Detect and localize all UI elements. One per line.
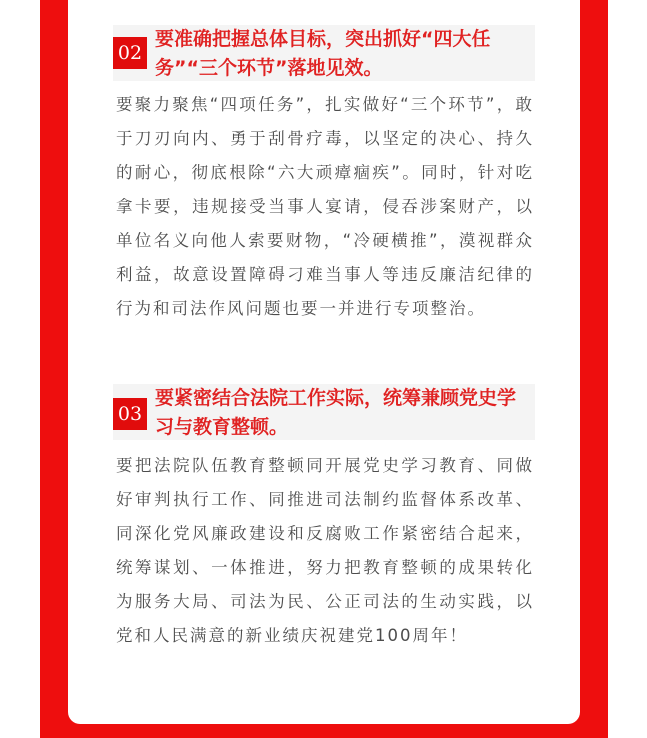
section-heading-03 (113, 384, 535, 440)
section-number-badge: 03 (113, 398, 147, 430)
section-number-badge: 02 (113, 37, 147, 69)
section-heading-text: 要准确把握总体目标，突出抓好“四大任务”“三个环节”落地见效。 (155, 28, 491, 79)
section-body-02: 要聚力聚焦“四项任务”，扎实做好“三个环节”，敢于刀刃向内、勇于刮骨疗毒，以坚定的决心、持久的耐心，彻底根除“六大顽瘴痼疾”。同时，针对吃拿卡要，违规接受当事人宴请，侵吞涉案财产，以单位名义向他人索要财物，“冷硬横推”，漠视群众利益，故意设置障碍刁难当事人等违反廉洁纪律的行为和司法作风问题也要一并进行专项整治。 (116, 95, 534, 318)
section-body-03: 要把法院队伍教育整顿同开展党史学习教育、同做好审判执行工作、同推进司法制约监督体系改革、同深化党风廉政建设和反腐败工作紧密结合起来，统筹谋划、一体推进，努力把教育整顿的成果转化为服务大局、司法为民、公正司法的生动实践，以党和人民满意的新业绩庆祝建党100周年！ (116, 456, 534, 645)
section-heading-02 (113, 25, 535, 81)
section-heading-text: 要紧密结合法院工作实际，统筹兼顾党史学习与教育整顿。 (155, 387, 517, 438)
